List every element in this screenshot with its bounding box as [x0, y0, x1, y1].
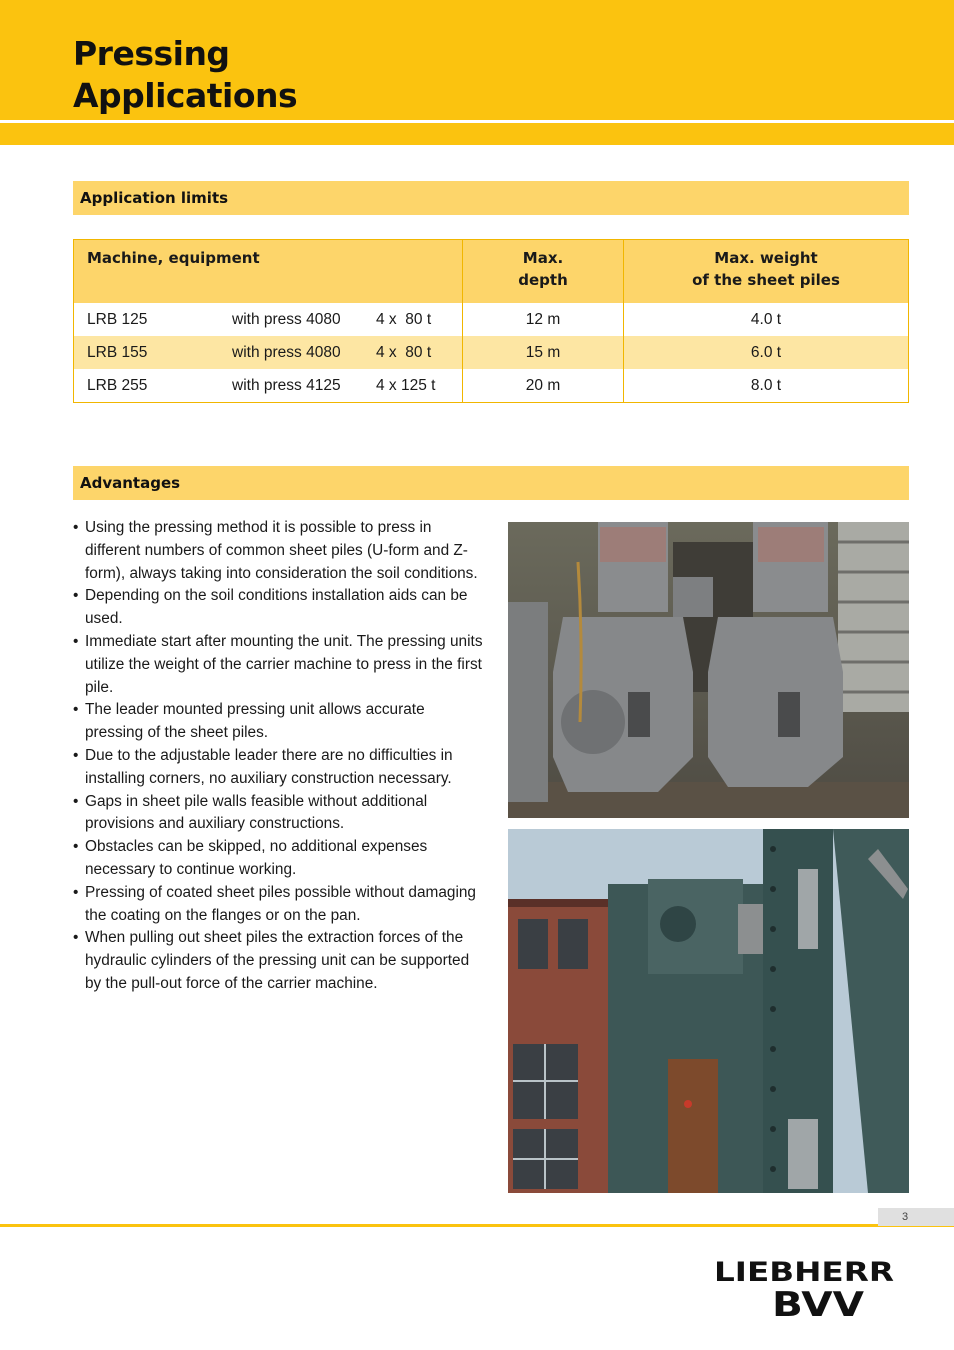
photo-leader-sheet-pile [508, 829, 909, 1193]
bullet-icon: • [73, 632, 79, 650]
table-row [74, 336, 909, 369]
photo-pressing-units [508, 522, 909, 818]
press-type: with press 4080 [232, 343, 341, 361]
header-lower-band [0, 123, 954, 145]
list-item-text: The leader mounted pressing unit allows accurate pressing of the sheet piles. [85, 701, 425, 742]
max-depth-cell: 15 m [463, 336, 624, 369]
press-force: 4 x 80 t [376, 310, 432, 328]
list-item-text: Gaps in sheet pile walls feasible without additional provisions and auxiliary constructions. [85, 792, 428, 833]
photo-leader-sheet-pile-image [508, 829, 909, 1193]
footer-divider [0, 1224, 954, 1227]
list-item-text: Depending on the soil conditions installation aids can be used. [85, 587, 468, 628]
page-number: 3 [902, 1211, 909, 1223]
header-max-weight: Max. weight of the sheet piles [624, 240, 909, 304]
table-row [74, 369, 909, 403]
machine-model: LRB 155 [87, 343, 148, 361]
press-type: with press 4080 [232, 310, 341, 328]
max-depth-cell: 12 m [463, 303, 624, 336]
list-item [73, 745, 483, 791]
max-weight-cell: 8.0 t [624, 369, 909, 403]
machine-model: LRB 125 [87, 310, 148, 328]
logo-wordmark-bvv: BVV [772, 1285, 865, 1324]
max-weight-cell: 4.0 t [624, 303, 909, 336]
bullet-icon: • [73, 792, 79, 810]
list-item [73, 585, 483, 631]
list-item [73, 517, 483, 585]
bullet-icon: • [73, 883, 79, 901]
header-machine-equipment: Machine, equipment [74, 240, 463, 304]
list-item [73, 699, 483, 745]
page-number-box [878, 1208, 954, 1226]
page-title-line1: Pressing [73, 34, 230, 73]
max-depth-cell: 20 m [463, 369, 624, 403]
machine-cell [74, 369, 463, 403]
press-type: with press 4125 [232, 376, 341, 394]
logo-wordmark-liebherr: LIEBHERR [714, 1257, 895, 1288]
list-item-text: Immediate start after mounting the unit. The pressing units utilize the weight of the carrier machine to press in the first pile. [85, 632, 483, 696]
bullet-icon: • [73, 701, 79, 719]
bullet-icon: • [73, 587, 79, 605]
application-limits-table [73, 239, 909, 403]
list-item-text: Using the pressing method it is possible to press in different numbers of common sheet piles (U-form and Z-form), always taking into consideration the soil conditions. [85, 519, 478, 582]
list-item-text: Pressing of coated sheet piles possible without damaging the coating on the flanges or on the pan. [85, 883, 476, 924]
list-item-text: Obstacles can be skipped, no additional expenses necessary to continue working. [85, 838, 428, 878]
list-item [73, 791, 483, 837]
table-row [74, 303, 909, 336]
machine-cell [74, 336, 463, 369]
advantages-heading-text: Advantages [80, 474, 181, 492]
bullet-icon: • [73, 746, 79, 764]
max-weight-cell: 6.0 t [624, 336, 909, 369]
application-limits-heading-text: Application limits [80, 189, 229, 207]
press-force: 4 x 125 t [376, 376, 436, 394]
machine-model: LRB 255 [87, 376, 148, 394]
advantages-list [73, 517, 483, 996]
photo-pressing-units-image [508, 522, 909, 818]
bullet-icon: • [73, 838, 79, 856]
list-item [73, 882, 483, 928]
liebherr-bvv-logo [712, 1254, 896, 1324]
advantages-heading [73, 466, 909, 500]
list-item-text: Due to the adjustable leader there are no difficulties in installing corners, no auxiliary construction necessary. [85, 746, 453, 787]
bullet-icon: • [73, 519, 79, 536]
list-item-text: When pulling out sheet piles the extraction forces of the hydraulic cylinders of the pressing unit can be supported by the pull-out force of the carrier machine. [85, 929, 470, 992]
bullet-icon: • [73, 929, 79, 947]
page-title [73, 33, 297, 117]
page-title-line2: Applications [73, 76, 298, 115]
machine-cell [74, 303, 463, 336]
application-limits-heading [73, 181, 909, 215]
press-force: 4 x 80 t [376, 343, 432, 361]
list-item [73, 836, 483, 882]
table-header-row [74, 240, 909, 304]
list-item [73, 631, 483, 699]
header-max-depth: Max. depth [463, 240, 624, 304]
list-item [73, 927, 483, 995]
